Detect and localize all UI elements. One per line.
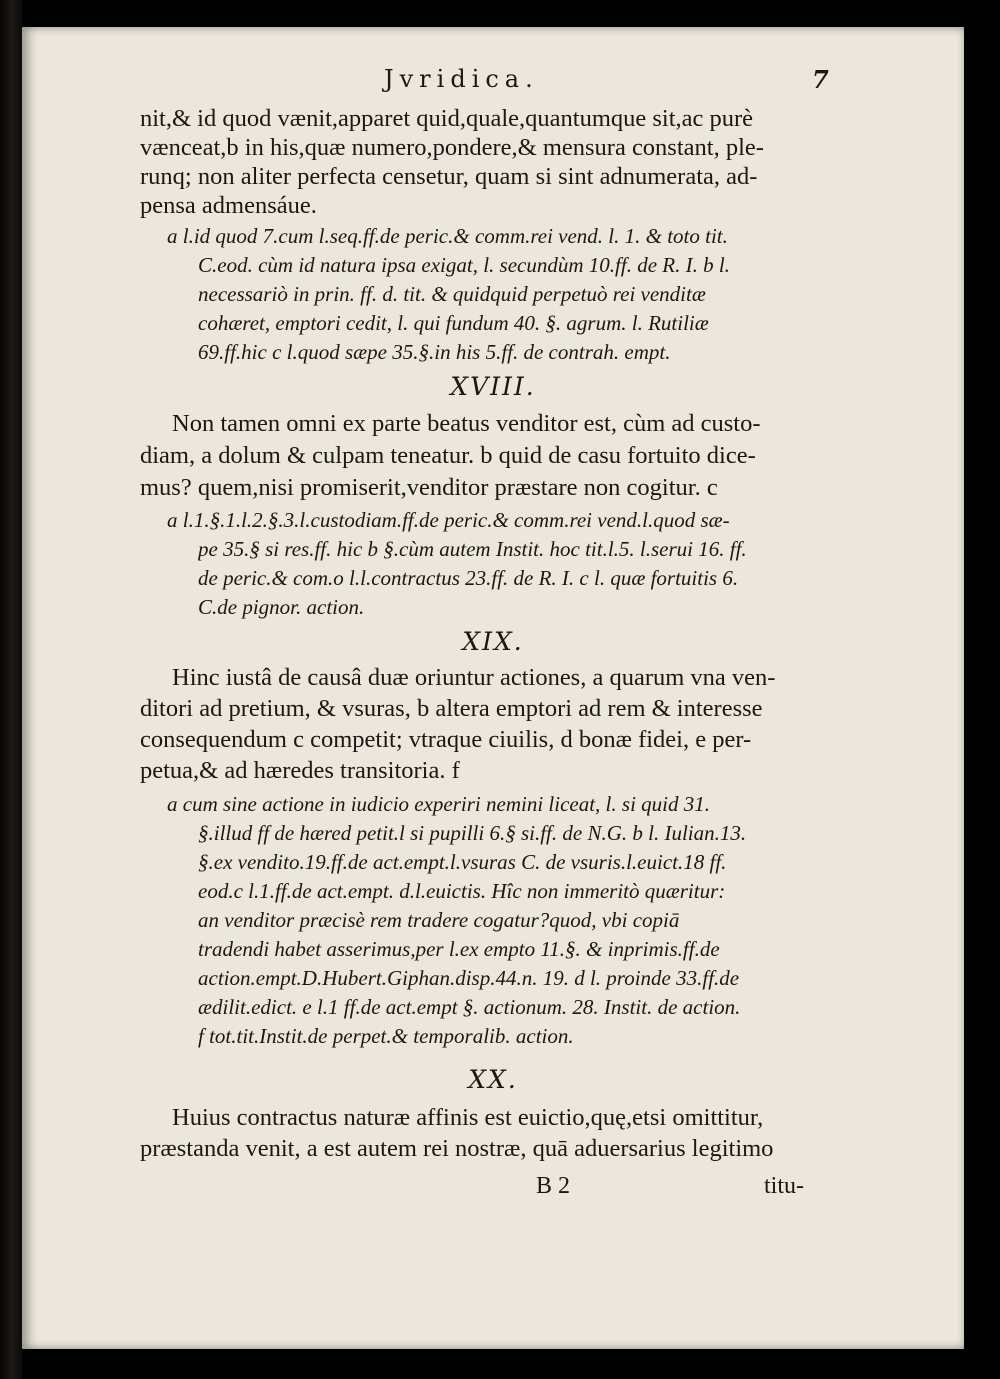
footnote-line: C.de pignor. action. — [198, 595, 365, 619]
footnote-line: a cum sine actione in iudicio experiri nemini liceat, l. si quid 31. — [167, 792, 710, 816]
footnote-line: 69.ff.hic c l.quod sæpe 35.§.in his 5.ff. de contrah. empt. — [198, 340, 671, 364]
text-line: vænceat,b in his,quæ numero,pondere,& mensura constant, ple- — [140, 134, 764, 161]
footnote-line: C.eod. cùm id natura ipsa exigat, l. secundùm 10.ff. de R. I. b l. — [198, 253, 730, 277]
text-line: petua,& ad hæredes transitoria. f — [140, 757, 460, 784]
footnote-line: cohæret, emptori cedit, l. qui fundum 40. §. agrum. l. Rutiliæ — [198, 311, 709, 335]
running-title: Jvridica. — [384, 65, 539, 93]
signature-mark: B 2 — [536, 1173, 571, 1199]
footnote-line: tradendi habet asserimus,per l.ex empto 11.§. & inprimis.ff.de — [198, 937, 720, 961]
footnote-line: ædilit.edict. e l.1 ff.de act.empt §. actionum. 28. Instit. de action. — [198, 995, 741, 1019]
footnote-line: an venditor præcisè rem tradere cogatur?quod, vbi copiā — [198, 908, 680, 932]
book-spine-shadow — [0, 0, 22, 1379]
text-line: præstanda venit, a est autem rei nostræ, quā aduersarius legitimo — [140, 1135, 774, 1162]
footnote-line: §.illud ff de hæred petit.l si pupilli 6.§ si.ff. de N.G. b l. Iulian.13. — [198, 821, 747, 845]
footnote-line: a l.1.§.1.l.2.§.3.l.custodiam.ff.de peric.& comm.rei vend.l.quod sæ- — [167, 508, 730, 532]
text-line: pensa admensáue. — [140, 192, 317, 219]
text-line: ditori ad pretium, & vsuras, b altera emptori ad rem & interesse — [140, 695, 763, 722]
page-header — [22, 65, 964, 105]
text-line: diam, a dolum & culpam teneatur. b quid de casu fortuito dice- — [140, 442, 756, 469]
section-heading-xix: XIX. — [462, 627, 524, 656]
footnote-line: de peric.& com.o l.l.contractus 23.ff. de R. I. c l. quæ fortuitis 6. — [198, 566, 739, 590]
footnote-line: necessariò in prin. ff. d. tit. & quidquid perpetuò rei venditæ — [198, 282, 706, 306]
footnote-line: a l.id quod 7.cum l.seq.ff.de peric.& comm.rei vend. l. 1. & toto tit. — [167, 224, 728, 248]
page-number: 7 — [812, 65, 829, 94]
text-line: Non tamen omni ex parte beatus venditor est, cùm ad custo- — [172, 410, 761, 437]
text-line: consequendum c competit; vtraque ciuilis, d bonæ fidei, e per- — [140, 726, 752, 753]
section-heading-xx: XX. — [468, 1065, 518, 1094]
catchword: titu- — [764, 1173, 804, 1199]
footnote-line: pe 35.§ si res.ff. hic b §.cùm autem Instit. hoc tit.l.5. l.serui 16. ff. — [198, 537, 747, 561]
text-line: Hinc iustâ de causâ duæ oriuntur actiones, a quarum vna ven- — [172, 664, 776, 691]
section-heading-xviii: XVIII. — [450, 372, 536, 401]
footnote-line: §.ex vendito.19.ff.de act.empt.l.vsuras C. de vsuris.l.euict.18 ff. — [198, 850, 727, 874]
footnote-line: eod.c l.1.ff.de act.empt. d.l.euictis. Hîc non immeritò quæritur: — [198, 879, 726, 903]
text-line: mus? quem,nisi promiserit,venditor præstare non cogitur. c — [140, 474, 718, 501]
footnote-line: action.empt.D.Hubert.Giphan.disp.44.n. 19. d l. proinde 33.ff.de — [198, 966, 740, 990]
book-page — [22, 27, 964, 1349]
text-line: runq; non aliter perfecta censetur, quam si sint adnumerata, ad- — [140, 163, 758, 190]
text-line: Huius contractus naturæ affinis est euictio,quę,etsi omittitur, — [172, 1104, 764, 1131]
footnote-line: f tot.tit.Instit.de perpet.& temporalib. action. — [198, 1024, 574, 1048]
text-line: nit,& id quod vænit,apparet quid,quale,quantumque sit,ac purè — [140, 105, 754, 132]
